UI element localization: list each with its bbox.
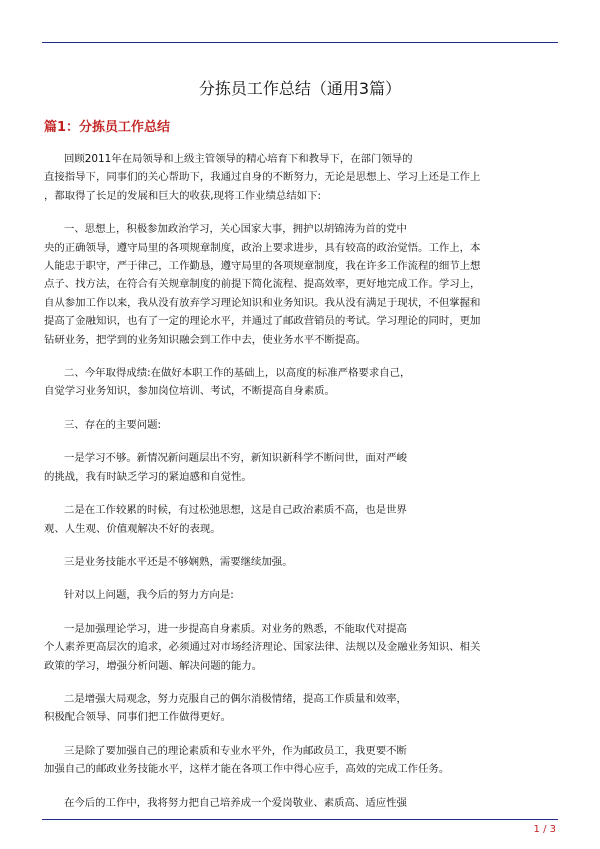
paragraph (44, 364, 556, 401)
paragraph-line: 二是在工作较累的时候，有过松弛思想，这是自己政治素质不高，也是世界 (64, 504, 407, 517)
paragraph-line: 自觉学习业务知识，参加岗位培训、考试，不断提高自身素质。 (44, 385, 335, 398)
paragraph-line: 人能忠于职守，严于律己，工作勤恳，遵守局里的各项规章制度，我在许多工作流程的细节上想 (44, 260, 481, 273)
paragraph-line: 自从参加工作以来，我从没有放弃学习理论知识和业务知识。我从没有满足于现状，不但掌握和 (44, 296, 481, 309)
paragraph-line: 三、存在的主要问题: (64, 418, 162, 431)
paragraph (44, 150, 556, 205)
paragraph-line: 针对以上问题，我今后的努力方向是: (64, 589, 234, 602)
paragraph-line: 政策的学习，增强分析问题、解决问题的能力。 (44, 659, 263, 672)
paragraph-line: 点子、找方法，在符合有关规章制度的前提下简化流程、提高效率，更好地完成工作。学习上， (44, 278, 481, 291)
paragraph (44, 416, 556, 434)
section-heading: 篇1：分拣员工作总结 (44, 120, 171, 135)
paragraph-line: 的挑战，我有时缺乏学习的紧迫感和自觉性。 (44, 470, 252, 483)
document-title: 分拣员工作总结（通用3篇） (198, 79, 402, 98)
paragraph-line: 直接指导下，同事们的关心帮助下，我通过自身的不断努力，无论是思想上、学习上还是工作上 (44, 171, 481, 184)
paragraph (44, 449, 556, 486)
document-body (44, 150, 556, 827)
paragraph-line: 钻研业务，把学到的业务知识融会到工作中去，使业务水平不断提高。 (44, 333, 367, 346)
paragraph-line: 在今后的工作中，我将努力把自己培养成一个爱岗敬业、素质高、适应性强 (64, 796, 407, 809)
paragraph-line: 加强自己的邮政业务技能水平，这样才能在各项工作中得心应手，高效的完成工作任务。 (44, 763, 450, 776)
paragraph-line: 央的正确领导，遵守局里的各项规章制度，政治上要求进步，具有较高的政治觉悟。工作上，本 (44, 241, 481, 254)
paragraph-line: 观、人生观、价值观解决不好的表现。 (44, 522, 221, 535)
paragraph (44, 794, 556, 812)
paragraph-line: 个人素养更高层次的追求，必须通过对市场经济理论、国家法律、法规以及金融业务知识、相关 (44, 641, 481, 654)
paragraph-line: 二、今年取得成绩:在做好本职工作的基础上，以高度的标准严格要求自己， (64, 367, 411, 380)
paragraph (44, 620, 556, 675)
paragraph (44, 501, 556, 538)
paragraph-line: 提高了金融知识，也有了一定的理论水平，并通过了邮政营销员的考试。学习理论的同时，更加 (44, 315, 481, 328)
paragraph (44, 586, 556, 604)
paragraph-line: 积极配合领导、同事们把工作做得更好。 (44, 711, 232, 724)
page-indicator: 1 / 3 (533, 824, 556, 835)
paragraph-line: 三是除了要加强自己的理论素质和专业水平外，作为邮政员工，我更要不断 (64, 744, 407, 757)
paragraph-line: 三是业务技能水平还是不够娴熟，需要继续加强。 (64, 555, 293, 568)
paragraph (44, 553, 556, 571)
paragraph-line: 二是增强大局观念，努力克服自己的偶尔消极情绪，提高工作质量和效率， (64, 692, 407, 705)
paragraph (44, 742, 556, 779)
footer-rule (42, 819, 558, 820)
paragraph-line: 回顾2011年在局领导和上级主管领导的精心培育下和教导下，在部门领导的 (64, 153, 413, 165)
paragraph (44, 220, 556, 349)
paragraph-line: 一、思想上，积极参加政治学习，关心国家大事，拥护以胡锦涛为首的党中 (64, 223, 407, 236)
paragraph-line: 一是学习不够。新情况新问题层出不穷，新知识新科学不断问世，面对严峻 (64, 452, 407, 465)
header-rule (42, 42, 558, 43)
paragraph (44, 690, 556, 727)
paragraph-line: 一是加强理论学习，进一步提高自身素质。对业务的熟悉，不能取代对提高 (64, 622, 407, 635)
paragraph-line: ，都取得了长足的发展和巨大的收获,现将工作业绩总结如下: (44, 189, 321, 202)
